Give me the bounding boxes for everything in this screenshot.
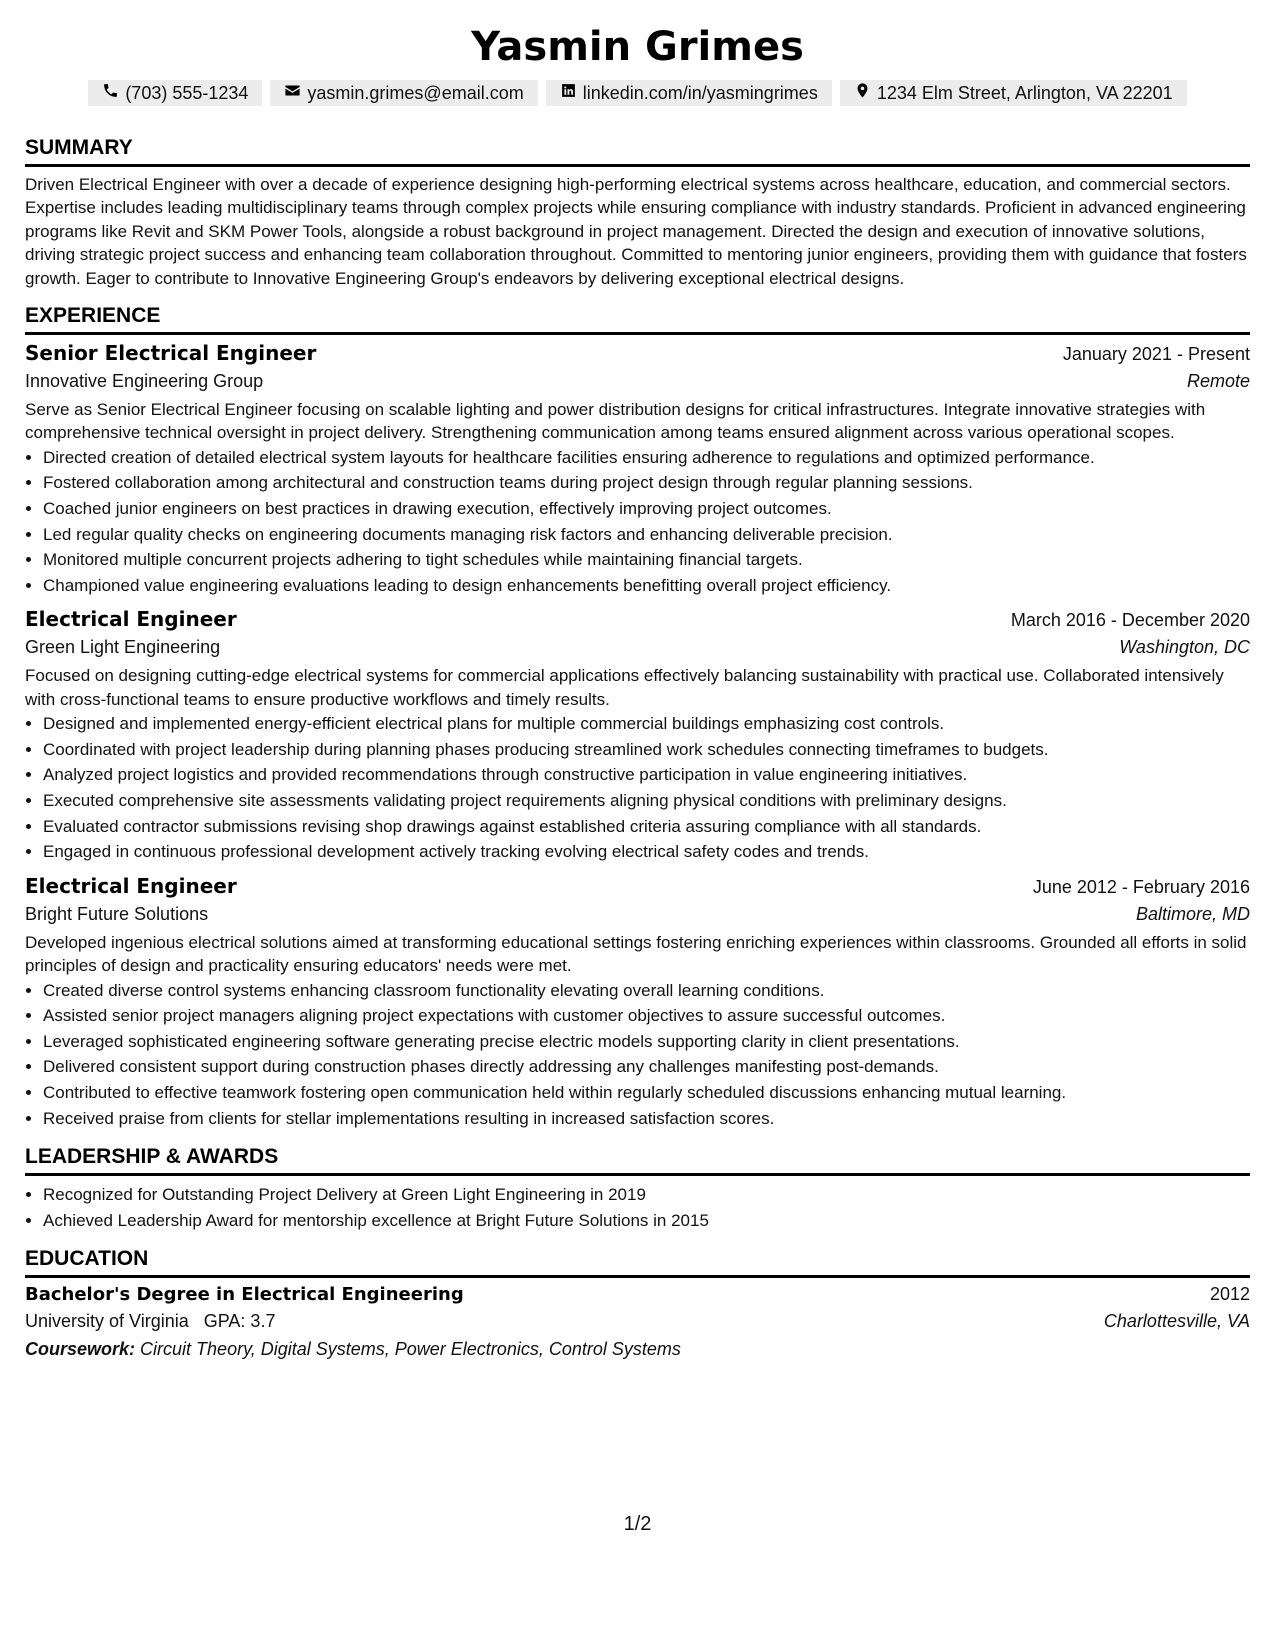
section-title: LEADERSHIP & AWARDS [25, 1145, 1250, 1176]
job-description: Developed ingenious electrical solutions aimed at transforming educational settings fostering enriching experiences within classrooms. Grounded all efforts in solid principles of design and practicality ensuring educators' needs were met. [25, 932, 1247, 976]
coursework-label: Coursework: [25, 1339, 136, 1360]
award-list [25, 1182, 1250, 1233]
list-item: • Leveraged sophisticated engineering software generating precise electric models supporting clarity in client presentations. [43, 1029, 1250, 1055]
job-dates: January 2021 - Present [1062, 344, 1250, 365]
job-company: Bright Future Solutions [25, 903, 209, 924]
job-company: Innovative Engineering Group [25, 371, 264, 392]
candidate-name: Yasmin Grimes [471, 24, 804, 70]
list-item: • Directed creation of detailed electrical system layouts for healthcare facilities ensuring adherence to regulations and optimized performance. [43, 445, 1250, 471]
job-entry [25, 874, 1250, 1131]
job-dates: June 2012 - February 2016 [1032, 876, 1250, 897]
list-item: • Received praise from clients for stellar implementations resulting in increased satisfaction scores. [43, 1106, 1250, 1132]
job-description: Serve as Senior Electrical Engineer focusing on scalable lighting and power distribution designs for critical infrastructures. Integrate innovative strategies with comprehensive technical oversight in project delivery. Strengthening communication among teams ensured alignment across various operational scopes. [25, 400, 1206, 443]
list-item: • Designed and implemented energy-efficient electrical plans for multiple commercial buildings emphasizing cost controls. [43, 711, 1250, 737]
resume-page [25, 20, 1250, 1535]
job-bullets [25, 711, 1250, 865]
list-item: • Evaluated contractor submissions revising shop drawings against established criteria assuring compliance with all standards. [43, 814, 1250, 840]
list-item: • Delivered consistent support during construction phases directly addressing any challenges manifesting post-demands. [43, 1054, 1250, 1080]
phone-icon [102, 82, 119, 104]
job-title: Electrical Engineer [25, 873, 237, 898]
contact-linkedin[interactable] [546, 80, 832, 106]
school-name: University of Virginia [25, 1311, 189, 1332]
summary-text: Driven Electrical Engineer with over a decade of experience designing high-performing electrical systems across healthcare, education, and commercial sectors. Expertise includes leading multidisciplinary teams through complex projects while ensuring compliance with industry standards. Proficient in advanced engineering programs like Revit and SKM Power Tools, alongside a robust background in project management. Directed the design and execution of innovative solutions, driving strategic project success and enhancing team collaboration throughout. Committed to mentoring junior engineers, providing them with guidance that fosters growth. Eager to contribute to Innovative Engineering Group's endeavors by delivering exceptional electrical designs. [25, 175, 1247, 288]
contact-address [840, 80, 1187, 106]
degree-title: Bachelor's Degree in Electrical Engineering [25, 1284, 464, 1306]
phone-text: (703) 555-1234 [125, 82, 249, 103]
envelope-icon [284, 82, 301, 104]
contact-phone [88, 80, 262, 106]
leadership-section [25, 1145, 1250, 1233]
list-item: • Contributed to effective teamwork fostering open communication held within regularly scheduled discussions enhancing mutual learning. [43, 1080, 1250, 1106]
coursework-text: Circuit Theory, Digital Systems, Power Electronics, Control Systems [140, 1339, 681, 1360]
job-location: Washington, DC [1119, 637, 1250, 658]
address-text: 1234 Elm Street, Arlington, VA 22201 [876, 82, 1173, 103]
job-location: Baltimore, MD [1135, 903, 1250, 924]
job-title: Electrical Engineer [25, 607, 237, 632]
job-company: Green Light Engineering [25, 637, 221, 658]
job-location: Remote [1186, 371, 1250, 392]
section-title: EXPERIENCE [25, 304, 1250, 335]
list-item: • Recognized for Outstanding Project Delivery at Green Light Engineering in 2019 [43, 1182, 1250, 1208]
list-item: • Monitored multiple concurrent projects adhering to tight schedules while maintaining financial targets. [43, 547, 1250, 573]
list-item: • Coordinated with project leadership during planning phases producing streamlined work schedules connecting timeframes to budgets. [43, 737, 1250, 763]
contact-email[interactable] [270, 80, 537, 106]
experience-section [25, 304, 1250, 1131]
job-entry [25, 607, 1250, 864]
list-item: • Executed comprehensive site assessments validating project requirements aligning physical conditions with preliminary designs. [43, 788, 1250, 814]
list-item: • Assisted senior project managers aligning project expectations with customer objectives to assure successful outcomes. [43, 1003, 1250, 1029]
gpa: GPA: 3.7 [203, 1311, 276, 1332]
job-bullets [25, 445, 1250, 599]
list-item: • Achieved Leadership Award for mentorship excellence at Bright Future Solutions in 2015 [43, 1208, 1250, 1234]
school-line [25, 1311, 275, 1332]
list-item: • Championed value engineering evaluations leading to design enhancements benefitting overall project efficiency. [43, 573, 1250, 599]
job-bullets [25, 978, 1250, 1132]
section-title: SUMMARY [25, 136, 1250, 167]
page-number: 1/2 [623, 1513, 652, 1535]
job-entry [25, 341, 1250, 598]
email-text: yasmin.grimes@email.com [307, 82, 524, 103]
contact-bar [25, 80, 1250, 106]
education-section [25, 1247, 1250, 1360]
linkedin-icon [560, 82, 577, 104]
coursework-line [25, 1339, 1250, 1360]
school-location: Charlottesville, VA [1103, 1311, 1250, 1332]
list-item: • Coached junior engineers on best practices in drawing execution, effectively improving project outcomes. [43, 496, 1250, 522]
list-item: • Led regular quality checks on engineering documents managing risk factors and enhancing deliverable precision. [43, 522, 1250, 548]
list-item: • Engaged in continuous professional development actively tracking evolving electrical safety codes and trends. [43, 839, 1250, 865]
job-description: Focused on designing cutting-edge electrical systems for commercial applications effectively balancing sustainability with practical use. Collaborated intensively with cross-functional teams to ensure productive workflows and timely results. [25, 666, 1224, 709]
summary-section [25, 136, 1250, 290]
graduation-year: 2012 [1209, 1284, 1250, 1305]
job-title: Senior Electrical Engineer [25, 341, 317, 366]
section-title: EDUCATION [25, 1247, 1250, 1278]
list-item: • Analyzed project logistics and provided recommendations through constructive participation in value engineering initiatives. [43, 762, 1250, 788]
map-pin-icon [854, 82, 871, 104]
linkedin-text: linkedin.com/in/yasmingrimes [582, 82, 818, 103]
list-item: • Fostered collaboration among architectural and construction teams during project design through regular planning sessions. [43, 470, 1250, 496]
list-item: • Created diverse control systems enhancing classroom functionality elevating overall learning conditions. [43, 978, 1250, 1004]
job-dates: March 2016 - December 2020 [1010, 610, 1250, 631]
